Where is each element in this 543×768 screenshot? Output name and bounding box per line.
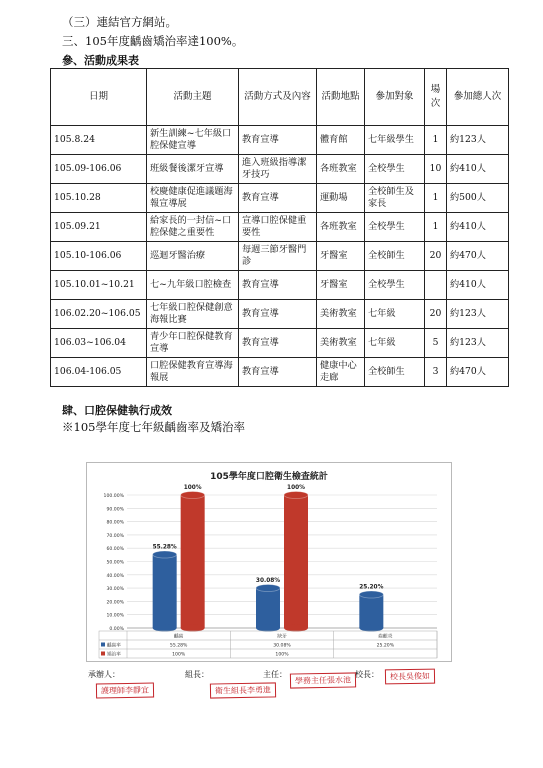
cell-sessions: 20 (425, 242, 447, 271)
cell-participants: 約410人 (447, 213, 509, 242)
table-row (51, 184, 509, 213)
section-heading-results: 參、活動成果表 (62, 54, 139, 67)
cell-sessions: 5 (425, 329, 447, 358)
y-tick-label: 0.00% (109, 627, 124, 632)
table-value: 30.08% (273, 643, 291, 649)
cell-date: 105.8.24 (51, 126, 147, 155)
cell-sessions (425, 271, 447, 300)
bar-base (284, 625, 308, 632)
cell-theme: 青少年口腔保健教育宣導 (147, 329, 239, 358)
y-tick-label: 30.00% (106, 587, 124, 593)
cell-location: 各班教室 (317, 155, 365, 184)
cell-participants: 約410人 (447, 155, 509, 184)
cell-method: 教育宣導 (239, 271, 317, 300)
table-header-row (51, 69, 509, 126)
cell-method: 教育宣導 (239, 300, 317, 329)
cell-location: 美術教室 (317, 300, 365, 329)
cell-date: 105.10.28 (51, 184, 147, 213)
cell-location: 美術教室 (317, 329, 365, 358)
cell-method: 進入班級指導潔牙技巧 (239, 155, 317, 184)
activity-results-table (50, 68, 509, 387)
data-label: 100% (287, 485, 305, 491)
y-tick-label: 10.00% (106, 613, 124, 619)
cell-method: 宣導口腔保健重要性 (239, 213, 317, 242)
table-row (51, 358, 509, 387)
legend-swatch (101, 643, 105, 647)
cell-method: 每週三節牙醫門診 (239, 242, 317, 271)
cell-location: 牙醫室 (317, 271, 365, 300)
bar-齲齒率 (153, 554, 177, 628)
chart-caption: ※105學年度七年級齲齒率及矯治率 (62, 420, 245, 434)
table-row (51, 242, 509, 271)
y-tick-label: 20.00% (106, 600, 124, 606)
table-value: 100% (172, 652, 186, 658)
bar-top (181, 492, 205, 499)
bar-top (153, 551, 177, 558)
cell-method: 教育宣導 (239, 126, 317, 155)
cell-participants: 約123人 (447, 126, 509, 155)
handler-stamp: 護理師李靜宜 (96, 682, 154, 698)
cell-method: 教育宣導 (239, 329, 317, 358)
cell-participants: 約470人 (447, 242, 509, 271)
cell-participants: 約123人 (447, 300, 509, 329)
signature-row (0, 665, 543, 705)
table-row (51, 155, 509, 184)
bar-chart (87, 463, 451, 661)
cell-target: 全校學生 (365, 213, 425, 242)
cell-method: 教育宣導 (239, 358, 317, 387)
cell-theme: 新生訓練~七年級口腔保健宣導 (147, 126, 239, 155)
bar-top (359, 591, 383, 598)
header-date: 日期 (51, 69, 147, 126)
section-item-official-site: （三）連結官方網站。 (62, 15, 177, 29)
cell-target: 七年級 (365, 300, 425, 329)
principal-label: 校長： (355, 670, 379, 679)
data-label: 30.08% (255, 577, 281, 584)
cell-date: 106.02.20~106.05 (51, 300, 147, 329)
cell-target: 全校師生 (365, 358, 425, 387)
cell-date: 105.09-106.06 (51, 155, 147, 184)
legend-entry: 齲齒率 (107, 643, 121, 649)
cell-theme: 校慶健康促進議題海報宣導展 (147, 184, 239, 213)
data-label: 25.20% (359, 584, 384, 591)
director-label: 主任： (263, 670, 287, 679)
chart-title: 105學年度口腔衛生檢查統計 (210, 472, 328, 482)
x-category-label: 齒齦炎 (378, 634, 393, 640)
y-tick-label: 60.00% (106, 547, 124, 553)
section-heading-effect: 肆、口腔保健執行成效 (62, 404, 172, 417)
table-row (51, 271, 509, 300)
cell-target: 全校學生 (365, 271, 425, 300)
table-row (51, 300, 509, 329)
y-tick-label: 100.00% (103, 494, 124, 499)
cell-theme: 給家長的一封信~口腔保健之重要性 (147, 213, 239, 242)
cell-theme: 七年級口腔保健創意海報比賽 (147, 300, 239, 329)
director-stamp: 學務主任張水池 (290, 672, 356, 688)
cell-date: 105.10.01~10.21 (51, 271, 147, 300)
cell-location: 體育館 (317, 126, 365, 155)
table-row (51, 329, 509, 358)
section-chief-stamp: 衛生組長李勇進 (210, 682, 276, 698)
bar-base (256, 625, 280, 632)
header-target: 參加對象 (365, 69, 425, 126)
y-tick-label: 50.00% (106, 560, 124, 566)
cell-target: 七年級學生 (365, 126, 425, 155)
header-method: 活動方式及內容 (239, 69, 317, 126)
cell-location: 各班教室 (317, 213, 365, 242)
principal-stamp: 校長吳俊如 (385, 669, 435, 685)
cell-date: 106.04-106.05 (51, 358, 147, 387)
table-value: 25.20% (376, 643, 395, 649)
handler-label: 承辦人： (88, 670, 120, 679)
x-category-label: 缺牙 (277, 634, 287, 640)
cell-theme: 班級餐後潔牙宣導 (147, 155, 239, 184)
header-location: 活動地點 (317, 69, 365, 126)
cell-location: 運動場 (317, 184, 365, 213)
cell-sessions: 20 (425, 300, 447, 329)
cell-theme: 口腔保健教育宣導海報展 (147, 358, 239, 387)
cell-theme: 巡迴牙醫治療 (147, 242, 239, 271)
y-tick-label: 40.00% (106, 573, 124, 579)
legend-entry: 矯治率 (107, 652, 121, 658)
cell-target: 全校師生 (365, 242, 425, 271)
data-label: 55.28% (152, 544, 177, 551)
x-category-label: 齲齒 (173, 634, 184, 640)
section-heading-3: 三、105年度齲齒矯治率達100%。 (62, 34, 244, 48)
table-value: 100% (275, 652, 289, 658)
bar-齲齒率 (359, 594, 383, 628)
cell-participants: 約123人 (447, 329, 509, 358)
bar-top (284, 492, 308, 499)
cell-target: 全校學生 (365, 155, 425, 184)
legend-swatch (101, 652, 105, 656)
y-tick-label: 80.00% (106, 520, 124, 526)
cell-location: 牙醫室 (317, 242, 365, 271)
cell-method: 教育宣導 (239, 184, 317, 213)
y-tick-label: 90.00% (106, 507, 124, 513)
cell-sessions: 10 (425, 155, 447, 184)
cell-target: 七年級 (365, 329, 425, 358)
bar-base (359, 625, 383, 632)
cell-sessions: 3 (425, 358, 447, 387)
cell-theme: 七~九年級口腔檢查 (147, 271, 239, 300)
table-row (51, 213, 509, 242)
cell-participants: 約470人 (447, 358, 509, 387)
bar-base (153, 625, 177, 632)
y-tick-label: 70.00% (106, 533, 124, 539)
header-theme: 活動主題 (147, 69, 239, 126)
cell-sessions: 1 (425, 213, 447, 242)
cell-participants: 約500人 (447, 184, 509, 213)
header-sessions: 場次 (425, 69, 447, 126)
bar-chart-frame (86, 462, 452, 662)
cell-location: 健康中心走廊 (317, 358, 365, 387)
bar-矯治率 (284, 495, 308, 628)
data-label: 100% (183, 485, 202, 491)
cell-sessions: 1 (425, 184, 447, 213)
table-value: 55.28% (169, 643, 188, 649)
bar-top (256, 584, 280, 591)
bar-矯治率 (181, 495, 205, 628)
section-chief-label: 組長： (185, 670, 209, 679)
table-row (51, 126, 509, 155)
header-participants: 參加總人次 (447, 69, 509, 126)
cell-date: 105.09.21 (51, 213, 147, 242)
bar-齲齒率 (256, 588, 280, 628)
cell-participants: 約410人 (447, 271, 509, 300)
bar-base (181, 625, 205, 632)
cell-date: 105.10-106.06 (51, 242, 147, 271)
cell-sessions: 1 (425, 126, 447, 155)
cell-date: 106.03~106.04 (51, 329, 147, 358)
cell-target: 全校師生及家長 (365, 184, 425, 213)
